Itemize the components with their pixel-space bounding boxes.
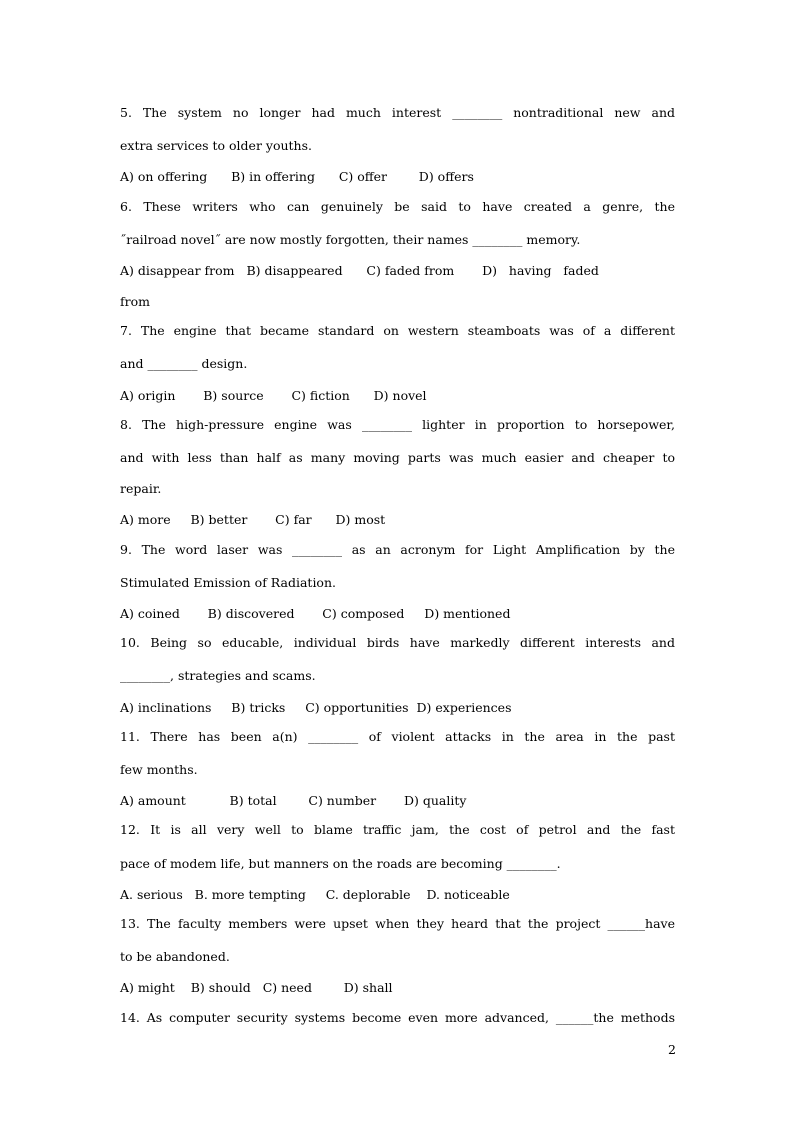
q11-stem-line-1: 11. There has been a(n) ________ of violent attacks in the area in the past — [120, 729, 675, 744]
q5-options: A) on offering B) in offering C) offer D) offers — [120, 169, 474, 184]
q6-stem-line-1: 6. These writers who can genuinely be said to have created a genre, the — [120, 199, 675, 214]
q11-stem-line-2: few months. — [120, 762, 198, 777]
q13-options: A) might B) should C) need D) shall — [120, 980, 393, 995]
q7-options: A) origin B) source C) fiction D) novel — [120, 388, 427, 403]
q12-options: A. serious B. more tempting C. deplorable D. noticeable — [120, 887, 510, 902]
q6-stem-line-2: ˝railroad novel˝ are now mostly forgotten, their names ________ memory. — [120, 232, 581, 247]
q10-stem-line-2: ________, strategies and scams. — [120, 668, 316, 683]
q13-stem-line-2: to be abandoned. — [120, 949, 230, 964]
q10-options: A) inclinations B) tricks C) opportunities D) experiences — [120, 700, 512, 715]
q12-stem-line-2: pace of modem life, but manners on the roads are becoming ________. — [120, 856, 561, 871]
q8-options: A) more B) better C) far D) most — [120, 512, 386, 527]
q9-stem-line-2: Stimulated Emission of Radiation. — [120, 575, 336, 590]
q11-options: A) amount B) total C) number D) quality — [120, 793, 467, 808]
q6-options: A) disappear from B) disappeared C) faded from D) having faded — [120, 263, 599, 278]
q9-options: A) coined B) discovered C) composed D) mentioned — [120, 606, 511, 621]
q8-stem-line-1: 8. The high-pressure engine was ________ lighter in proportion to horsepower, — [120, 417, 675, 432]
q6-options-cont: from — [120, 294, 150, 309]
q5-stem-line-2: extra services to older youths. — [120, 138, 312, 153]
page-number: 2 — [668, 1042, 676, 1057]
q7-stem-line-1: 7. The engine that became standard on western steamboats was of a different — [120, 323, 675, 338]
q13-stem-line-1: 13. The faculty members were upset when they heard that the project ______have — [120, 916, 675, 931]
q14-stem-line-1: 14. As computer security systems become even more advanced, ______the methods — [120, 1010, 675, 1025]
q12-stem-line-1: 12. It is all very well to blame traffic jam, the cost of petrol and the fast — [120, 822, 675, 837]
q5-stem-line-1: 5. The system no longer had much interest ________ nontraditional new and — [120, 105, 675, 120]
q10-stem-line-1: 10. Being so educable, individual birds have markedly different interests and — [120, 635, 675, 650]
q8-stem-line-3: repair. — [120, 481, 162, 496]
q8-stem-line-2: and with less than half as many moving parts was much easier and cheaper to — [120, 450, 675, 465]
q7-stem-line-2: and ________ design. — [120, 356, 248, 371]
q9-stem-line-1: 9. The word laser was ________ as an acronym for Light Amplification by the — [120, 542, 675, 557]
